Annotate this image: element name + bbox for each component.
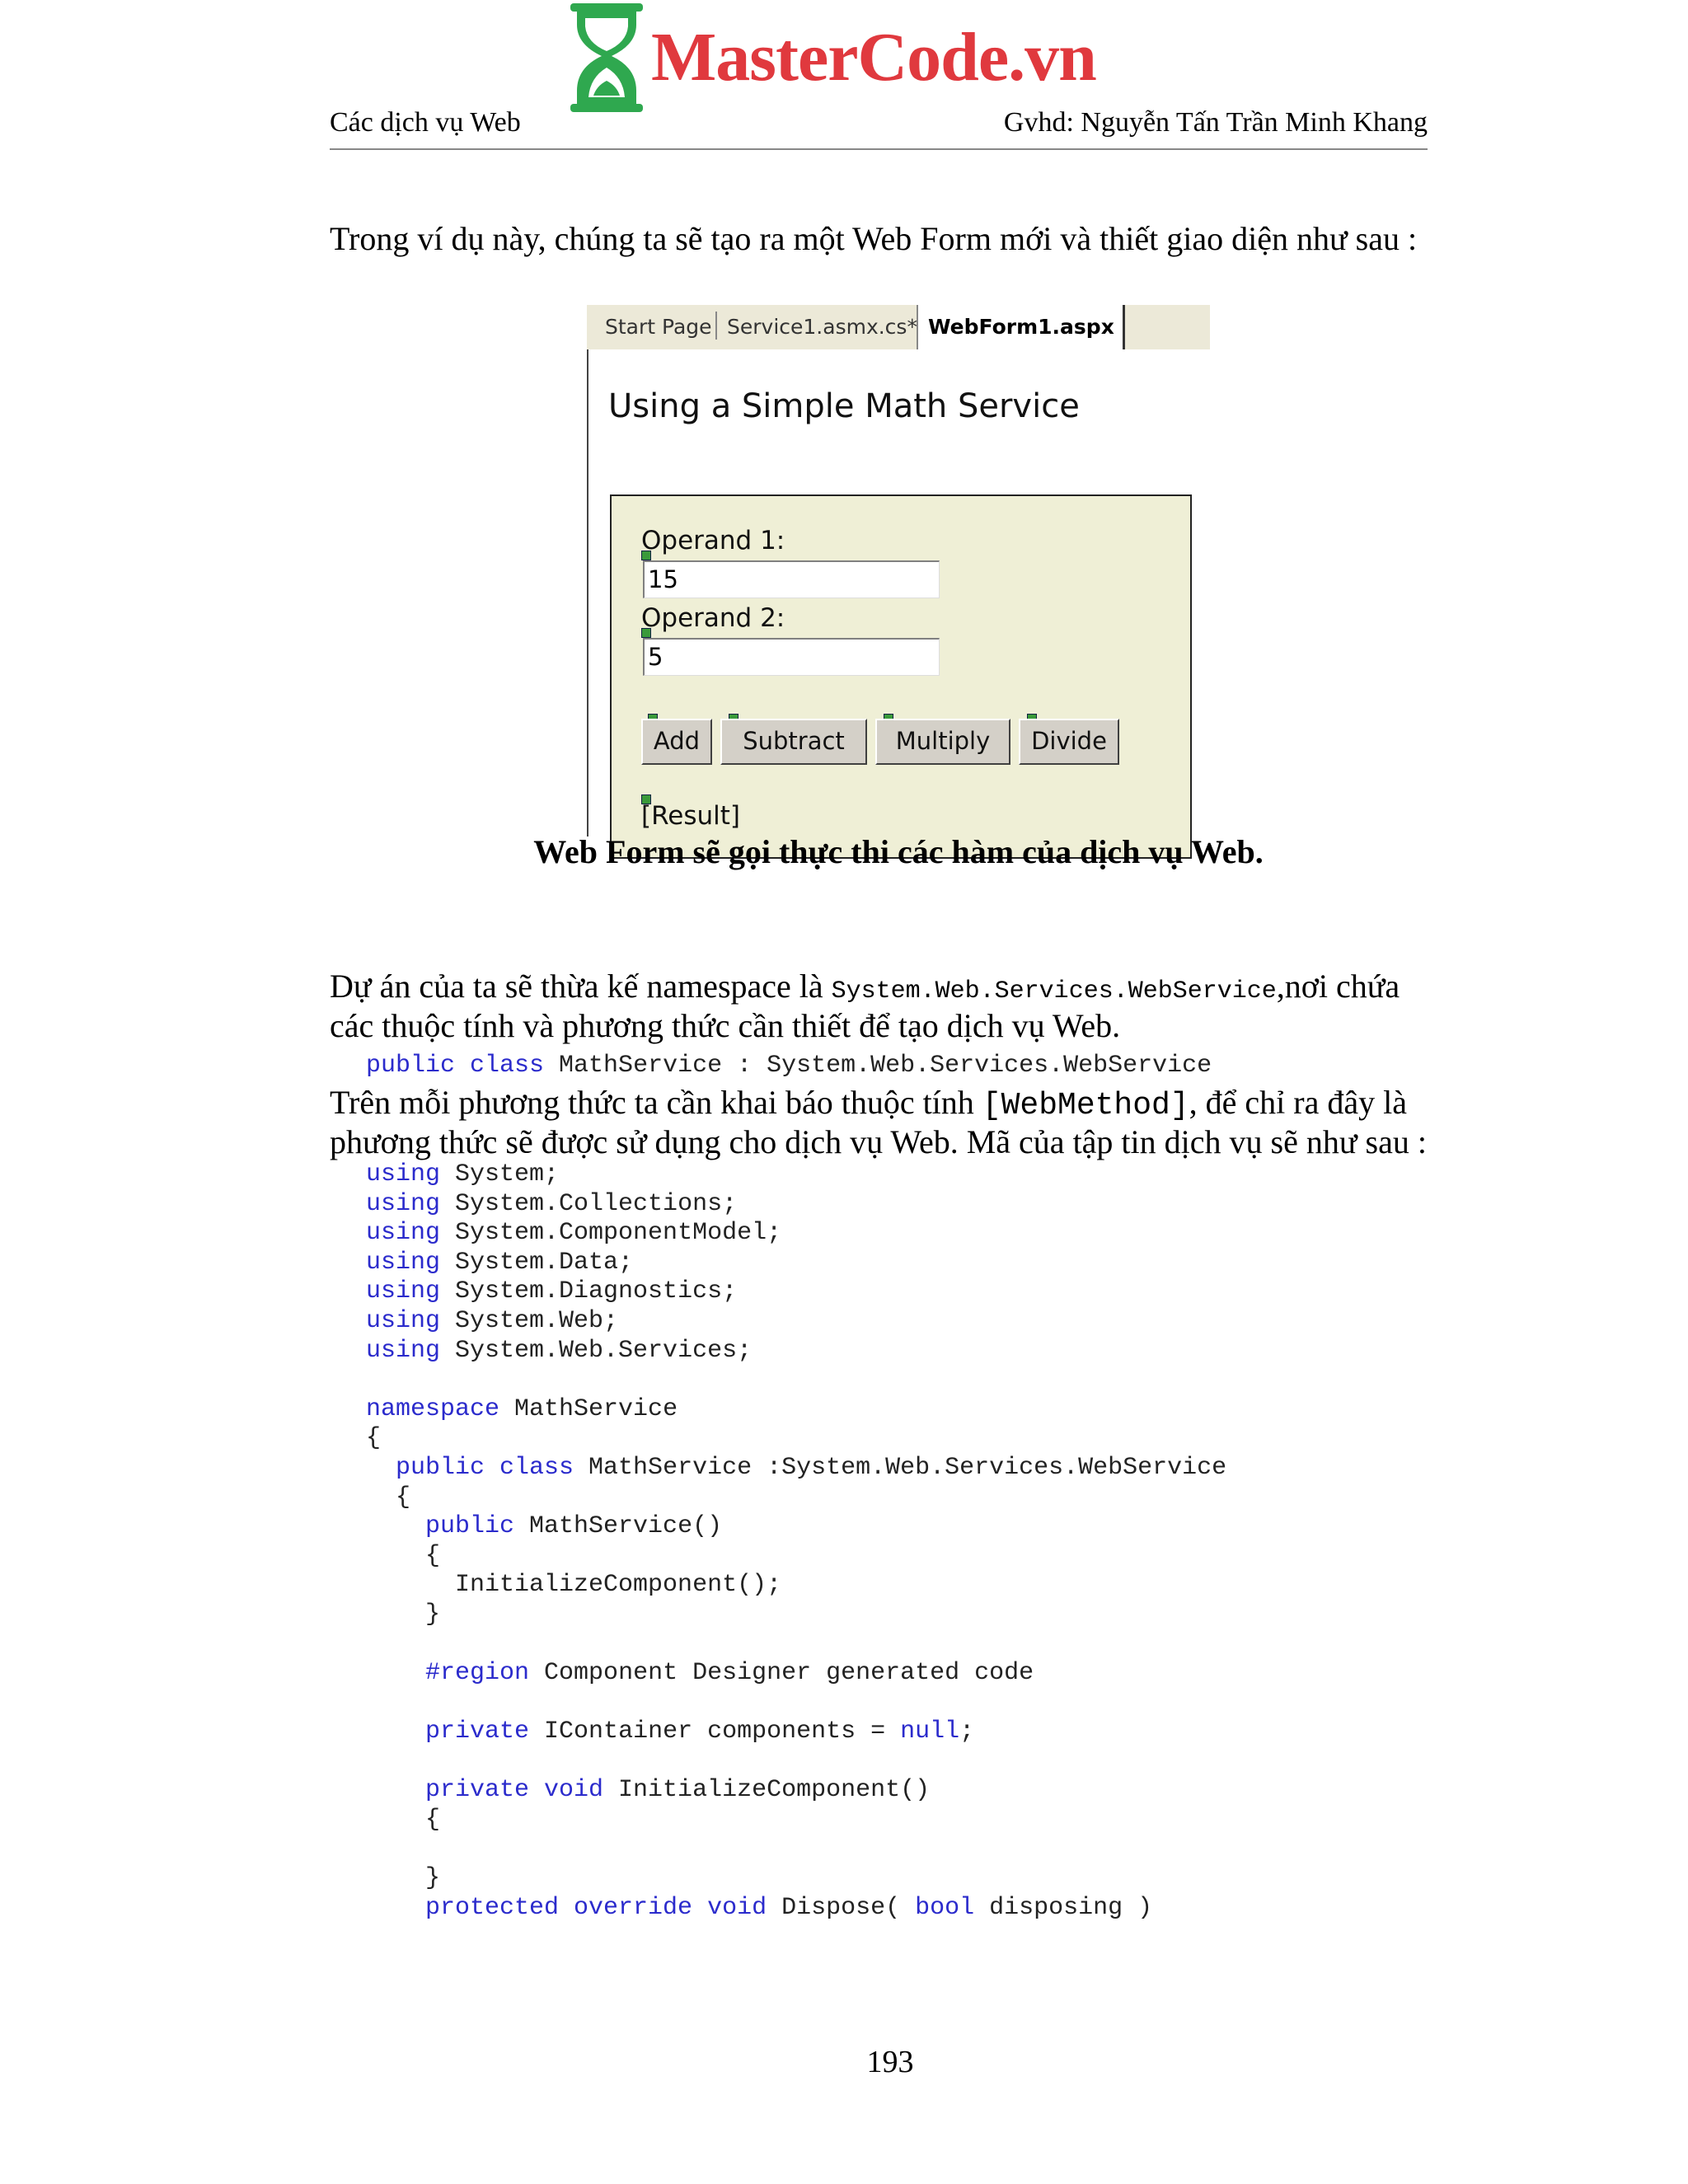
code-keyword: using — [366, 1248, 441, 1277]
code-line — [366, 1571, 1226, 1601]
code-line — [366, 1337, 1226, 1366]
multiply-button[interactable]: Multiply — [875, 719, 1010, 765]
code-line — [366, 1835, 1226, 1865]
code-line — [366, 1894, 1226, 1924]
code-text: System.Web; — [440, 1306, 619, 1335]
code-line — [366, 1747, 1226, 1777]
designer-canvas — [587, 349, 1212, 837]
tab-webform1-aspx[interactable]: WebForm1.aspx — [928, 315, 1114, 339]
add-button[interactable]: Add — [641, 719, 712, 765]
code-keyword: using — [366, 1219, 441, 1248]
code-text: Dispose( — [767, 1893, 916, 1922]
code-line — [366, 1249, 1226, 1278]
header-author: Gvhd: Nguyễn Tấn Trần Minh Khang — [1003, 107, 1428, 138]
divide-button[interactable]: Divide — [1019, 719, 1119, 765]
code-text: InitializeComponent() — [603, 1776, 931, 1805]
code-keyword: public class — [366, 1052, 545, 1080]
code-keyword: null — [900, 1718, 960, 1746]
code-text: MathService :System.Web.Services.WebService — [574, 1453, 1227, 1482]
result-label: [Result] — [641, 801, 740, 831]
paragraph-text: ,nơi chứa — [1276, 968, 1400, 1005]
code-text: System.Web.Services; — [440, 1336, 753, 1365]
operand2-label: Operand 2: — [641, 603, 785, 633]
code-line — [366, 1630, 1226, 1660]
code-text: ; — [959, 1718, 975, 1746]
code-line — [366, 1424, 1226, 1454]
inline-code: [WebMethod] — [982, 1088, 1189, 1123]
code-text: System.Diagnostics; — [440, 1277, 738, 1306]
paragraph-webmethod-line2: phương thức sẽ được sử dụng cho dịch vụ Web. Mã của tập tin dịch vụ sẽ như sau : — [330, 1123, 1427, 1160]
tab-service1-asmx-cs[interactable]: Service1.asmx.cs* — [727, 315, 917, 339]
code-text: } — [366, 1864, 441, 1893]
code-line — [366, 1307, 1226, 1337]
paragraph-text: , để chỉ ra đây là — [1189, 1084, 1407, 1121]
code-text: System.Data; — [440, 1248, 634, 1277]
code-text: System.Collections; — [440, 1189, 738, 1218]
code-text: { — [366, 1424, 382, 1453]
code-line — [366, 1219, 1226, 1249]
code-line — [366, 1454, 1226, 1483]
form-panel — [610, 494, 1192, 859]
ide-screenshot — [587, 305, 1210, 837]
code-line — [366, 1718, 1226, 1747]
logo-wordmark: MasterCode.vn — [651, 19, 1096, 96]
code-text: MathService() — [514, 1512, 723, 1541]
code-line — [366, 1277, 1226, 1307]
code-text: } — [366, 1600, 441, 1629]
code-class-declaration — [366, 1052, 1212, 1080]
code-line — [366, 1806, 1226, 1835]
paragraph-text: Dự án của ta sẽ thừa kế namespace là — [330, 968, 832, 1005]
code-line — [366, 1395, 1226, 1425]
paragraph-webmethod — [330, 1083, 1407, 1126]
code-line — [366, 1689, 1226, 1718]
code-keyword: namespace — [366, 1394, 500, 1423]
page-number: 193 — [866, 2045, 914, 2079]
hourglass-icon — [565, 0, 648, 115]
form-heading: Using a Simple Math Service — [608, 387, 1080, 425]
tab-start-page[interactable]: Start Page — [605, 315, 712, 339]
header-divider — [330, 148, 1428, 150]
code-keyword: using — [366, 1160, 441, 1188]
operand1-label: Operand 1: — [641, 526, 785, 555]
tab-separator — [715, 312, 717, 340]
code-line — [366, 1512, 1226, 1542]
code-line — [366, 1483, 1226, 1513]
site-logo — [565, 0, 1109, 115]
operand2-input[interactable]: 5 — [643, 638, 940, 676]
inline-code: System.Web.Services.WebService — [831, 977, 1277, 1005]
code-text: { — [366, 1541, 441, 1570]
paragraph-namespace-line2: các thuộc tính và phương thức cần thiết để tạo dịch vụ Web. — [330, 1007, 1121, 1044]
code-line — [366, 1659, 1226, 1689]
code-text: System; — [440, 1160, 560, 1188]
paragraph-namespace — [330, 967, 1400, 1011]
code-line — [366, 1366, 1226, 1395]
code-text: Component Designer generated code — [529, 1659, 1034, 1688]
code-text: disposing ) — [974, 1893, 1153, 1922]
header-title: Các dịch vụ Web — [330, 107, 521, 138]
code-keyword: using — [366, 1189, 441, 1218]
code-text: { — [366, 1483, 411, 1511]
code-keyword: using — [366, 1277, 441, 1306]
code-line — [366, 1542, 1226, 1572]
paragraph-text: Trên mỗi phương thức ta cần khai báo thuộc tính — [330, 1084, 982, 1121]
code-line — [366, 1776, 1226, 1806]
code-keyword: using — [366, 1306, 441, 1335]
code-text: { — [366, 1806, 441, 1835]
code-line — [366, 1190, 1226, 1220]
code-text: InitializeComponent(); — [366, 1571, 782, 1600]
code-text: System.ComponentModel; — [440, 1219, 782, 1248]
code-keyword: public class — [366, 1453, 574, 1482]
code-line — [366, 1864, 1226, 1894]
code-keyword: using — [366, 1336, 441, 1365]
code-keyword: bool — [915, 1893, 975, 1922]
code-keyword: private void — [366, 1776, 604, 1805]
operand1-input[interactable]: 15 — [643, 560, 940, 598]
code-listing — [366, 1160, 1226, 1923]
code-line — [366, 1160, 1226, 1190]
intro-paragraph: Trong ví dụ này, chúng ta sẽ tạo ra một Web Form mới và thiết giao diện như sau : — [330, 220, 1418, 257]
code-keyword: #region — [366, 1659, 530, 1688]
code-keyword: protected override void — [366, 1893, 767, 1922]
code-text: MathService — [499, 1394, 678, 1423]
subtract-button[interactable]: Subtract — [720, 719, 867, 765]
ide-tab-bar — [587, 305, 1210, 352]
code-text: IContainer components = — [529, 1718, 901, 1746]
code-keyword: private — [366, 1718, 530, 1746]
code-text: MathService : System.Web.Services.WebService — [544, 1052, 1212, 1080]
figure-caption: Web Form sẽ gọi thực thi các hàm của dịch vụ Web. — [533, 833, 1264, 870]
code-keyword: public — [366, 1512, 515, 1541]
code-line — [366, 1601, 1226, 1630]
